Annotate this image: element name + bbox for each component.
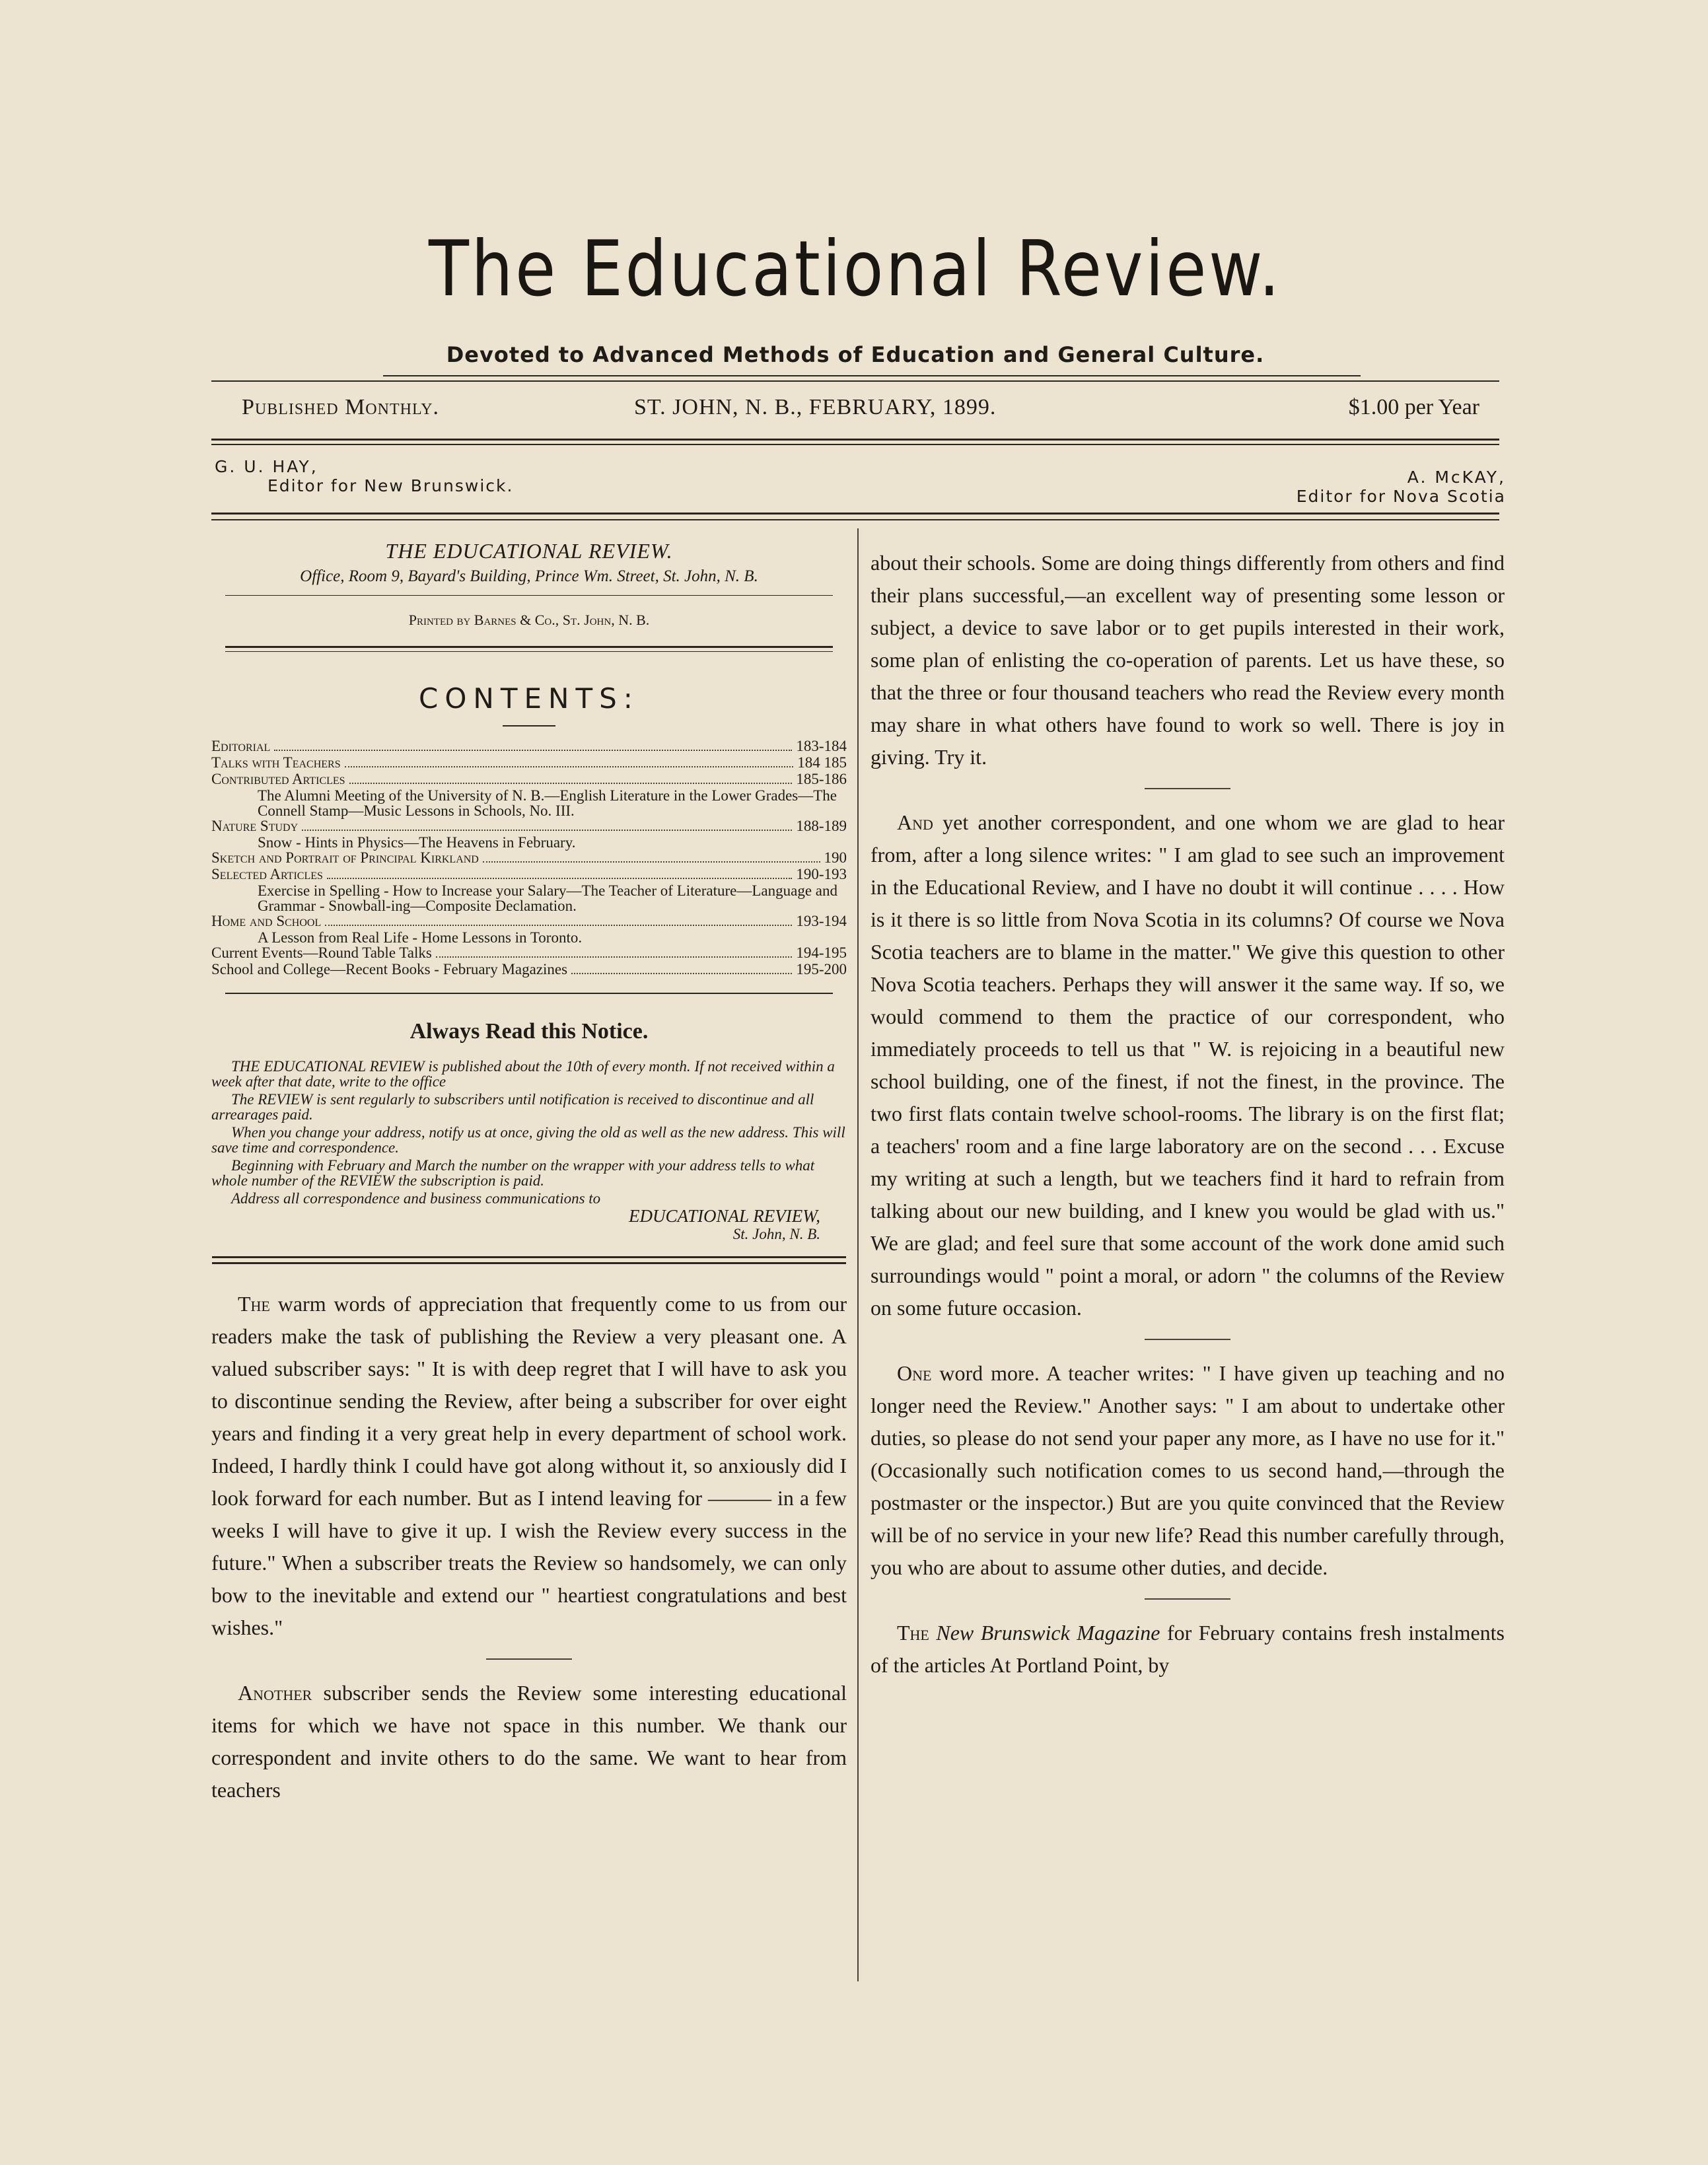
divider [225, 595, 833, 596]
toc-subentries: Exercise in Spelling - How to Increase your Salary—The Teacher of Literature—Language and Grammar - Snowball-ing—Composite Declamation. [258, 882, 838, 914]
editor-nova-scotia [1123, 468, 1506, 506]
toc-pages: 185-186 [796, 771, 847, 787]
paragraph-text: for February contains fresh instalments of the articles At Portland Point, by [871, 1621, 1505, 1677]
article-paragraph [871, 1617, 1505, 1682]
toc-entry[interactable] [211, 755, 847, 771]
toc-entry[interactable] [211, 945, 847, 962]
toc-pages: 190 [824, 849, 847, 866]
article-paragraph [211, 1288, 847, 1644]
toc-dots [325, 925, 792, 926]
editor-left-role: Editor for New Brunswick. [267, 476, 514, 495]
toc-pages: 183-184 [796, 738, 847, 754]
masthead-rule-top [383, 375, 1361, 376]
masthead-rule-mid-1 [211, 439, 1499, 441]
masthead-rule-bottom-2 [211, 519, 1499, 520]
toc-label: Home and School [211, 913, 322, 929]
toc-pages: 195-200 [796, 961, 847, 977]
toc-dots [436, 956, 792, 958]
toc-dots [345, 766, 794, 767]
paragraph-divider [1145, 1339, 1230, 1340]
notice-signature-place: St. John, N. B. [732, 1226, 820, 1242]
paragraph-divider [486, 1658, 572, 1660]
paragraph-lead: The [238, 1292, 270, 1316]
notice-paragraph: When you change your address, notify us at once, giving the old as well as the new address. This will save time and correspondence. [211, 1124, 845, 1156]
toc-dots [571, 973, 792, 974]
right-column [871, 547, 1505, 1682]
paragraph-text: yet another correspondent, and one whom we are glad to hear from, after a long silence writes: " I am glad to see such an improvement in the Educational Review, and I have no doubt it will continue . . . . How is it there is so little from Nova Scotia in its columns? Of course we Nova Scotia teachers are to blame in the matter." We give this question to other Nova Scotia teachers. Perhaps they will answer it the same way. If so, we would commend to them the practice of our correspondent, who immediately proceeds to tell us that " W. is rejoicing in a beautiful new school building, one of the finest, if not the finest, in the province. The two first flats contain twelve school-rooms. The library is on the first flat; a teachers' room and a fine large laboratory are on the second . . . Excuse my writing at such a length, but we teachers find it hard to refrain from talking about our new building, and I knew you would be glad with us." We are glad; and feel sure that some account of the work done amid such surroundings would " point a moral, or adorn " the columns of the Review on some future occasion. [871, 810, 1505, 1320]
toc-label: Talks with Teachers [211, 754, 341, 771]
toc-subentries: The Alumni Meeting of the University of N. B.—English Literature in the Lower Grades—The Connell Stamp—Music Lessons in Schools, No. III. [258, 787, 837, 819]
publication-place-date: ST. JOHN, N. B., FEBRUARY, 1899. [634, 395, 997, 419]
toc-dots [274, 750, 792, 751]
toc-pages: 194-195 [796, 944, 847, 961]
review-office: Office, Room 9, Bayard's Building, Prince Wm. Street, St. John, N. B. [300, 567, 758, 585]
toc-entry[interactable] [211, 771, 847, 788]
toc-pages: 184 185 [797, 754, 847, 771]
subscription-price: $1.00 per Year [1348, 395, 1479, 419]
toc-entry[interactable] [211, 850, 847, 867]
article-paragraph [871, 806, 1505, 1324]
toc-entry[interactable] [211, 867, 847, 883]
toc-dots [349, 783, 793, 784]
toc-dots [327, 878, 792, 879]
left-column [211, 534, 847, 1806]
column-divider [857, 528, 859, 1981]
notice-paragraph: Beginning with February and March the number on the wrapper with your address tells to what whole number of the REVIEW the subscription is paid. [211, 1157, 815, 1189]
toc-label: School and College—Recent Books - February Magazines [211, 961, 568, 977]
paragraph-lead: The [897, 1621, 929, 1645]
notice-body [211, 1059, 847, 1242]
toc-subentries: Snow - Hints in Physics—The Heavens in February. [258, 834, 576, 851]
toc-label: Selected Articles [211, 866, 323, 882]
table-of-contents [211, 738, 847, 978]
divider [225, 651, 833, 652]
toc-label: Contributed Articles [211, 771, 345, 787]
toc-entry[interactable] [211, 962, 847, 978]
toc-pages: 188-189 [796, 818, 847, 834]
toc-label: Sketch and Portrait of Principal Kirkland [211, 849, 479, 866]
divider [503, 725, 555, 727]
toc-pages: 193-194 [796, 913, 847, 929]
notice-signature: EDUCATIONAL REVIEW, [629, 1206, 820, 1226]
contents-heading: CONTENTS: [419, 682, 639, 715]
divider [225, 646, 833, 648]
masthead-title: The Educational Review. [428, 225, 1283, 314]
article-paragraph [871, 547, 1505, 773]
editor-right-name: A. McKAY, [1407, 468, 1506, 487]
publication-frequency: Published Monthly. [242, 395, 440, 419]
paragraph-text: word more. A teacher writes: " I have given up teaching and no longer need the Review." Another says: " I am about to undertake other duties, so please do not send your paper any more, as I have no use for it." (Occasionally such notification comes to us second hand,—through the postmaster or the inspector.) But are you quite convinced that the Review will be of no service in your new life? Read this number carefully through, you who are about to assume other duties, and decide. [871, 1361, 1505, 1579]
masthead-tagline: Devoted to Advanced Methods of Education and General Culture. [446, 342, 1265, 367]
article-left [211, 1288, 847, 1806]
masthead-rule-mid-2 [211, 444, 1499, 445]
paragraph-text: subscriber sends the Review some interesting educational items for which we have not space in this number. We thank our correspondent and invite others to do the same. We want to hear from teachers [211, 1681, 847, 1802]
paragraph-lead: Another [238, 1681, 312, 1705]
review-name: THE EDUCATIONAL REVIEW. [385, 539, 673, 563]
article-paragraph [871, 1357, 1505, 1584]
paragraph-text: warm words of appreciation that frequently come to us from our readers make the task of publishing the Review a very pleasant one. A valued subscriber says: " It is with deep regret that I will have to ask you to discontinue sending the Review, after being a subscriber for over eight years and finding it a very great help in every department of school work. Indeed, I hardly think I could have got along without it, so anxiously did I look forward for each number. But as I intend leaving for ——— in a few weeks I will have to give it up. I wish the Review every success in the future." When a subscriber treats the Review so handsomely, we can only bow to the inevitable and extend our " heartiest congratulations and best wishes." [211, 1292, 847, 1639]
paragraph-divider [1145, 1598, 1230, 1600]
editor-left-name: G. U. HAY, [215, 457, 318, 476]
notice-paragraph: THE EDUCATIONAL REVIEW is published about the 10th of every month. If not received within a week after that date, write to the office [211, 1058, 835, 1090]
divider [212, 1262, 846, 1264]
toc-entry[interactable] [211, 738, 847, 755]
toc-entry[interactable] [211, 913, 847, 930]
article-paragraph [211, 1677, 847, 1806]
toc-label: Nature Study [211, 818, 299, 834]
magazine-title: New Brunswick Magazine [936, 1621, 1160, 1645]
toc-entry[interactable] [211, 818, 847, 835]
divider [212, 1256, 846, 1258]
paragraph-divider [1145, 788, 1230, 789]
toc-label: Current Events—Round Table Talks [211, 944, 432, 961]
toc-dots [302, 830, 792, 831]
publication-row [238, 395, 1479, 428]
toc-dots [483, 861, 820, 863]
paragraph-lead: And [897, 810, 933, 834]
toc-label: Editorial [211, 738, 271, 754]
toc-subentries: A Lesson from Real Life - Home Lessons in Toronto. [258, 929, 583, 946]
paragraph-text: about their schools. Some are doing things differently from others and find their plans successful,—an excellent way of presenting some lesson or subject, a device to save labor or to get pupils interested in their work, some plan of enlisting the co-operation of parents. Let us have these, so that the three or four thousand teachers who read the Review every month may share in what others have found to work so well. There is joy in giving. Try it. [871, 551, 1505, 769]
editor-new-brunswick [215, 457, 677, 495]
paragraph-lead: One [897, 1361, 932, 1385]
notice-paragraph: The REVIEW is sent regularly to subscribers until notification is received to discontinue and all arrearages paid. [211, 1091, 814, 1123]
editor-right-role: Editor for Nova Scotia [1296, 487, 1506, 506]
notice-paragraph: Address all correspondence and business communications to [231, 1190, 601, 1207]
masthead-rule-bottom-1 [211, 513, 1499, 515]
toc-pages: 190-193 [796, 866, 847, 882]
notice-heading: Always Read this Notice. [409, 1019, 649, 1044]
printer-line: Printed by Barnes & Co., St. John, N. B. [408, 612, 650, 628]
divider [225, 993, 833, 994]
masthead-rule-top-2 [211, 380, 1499, 382]
